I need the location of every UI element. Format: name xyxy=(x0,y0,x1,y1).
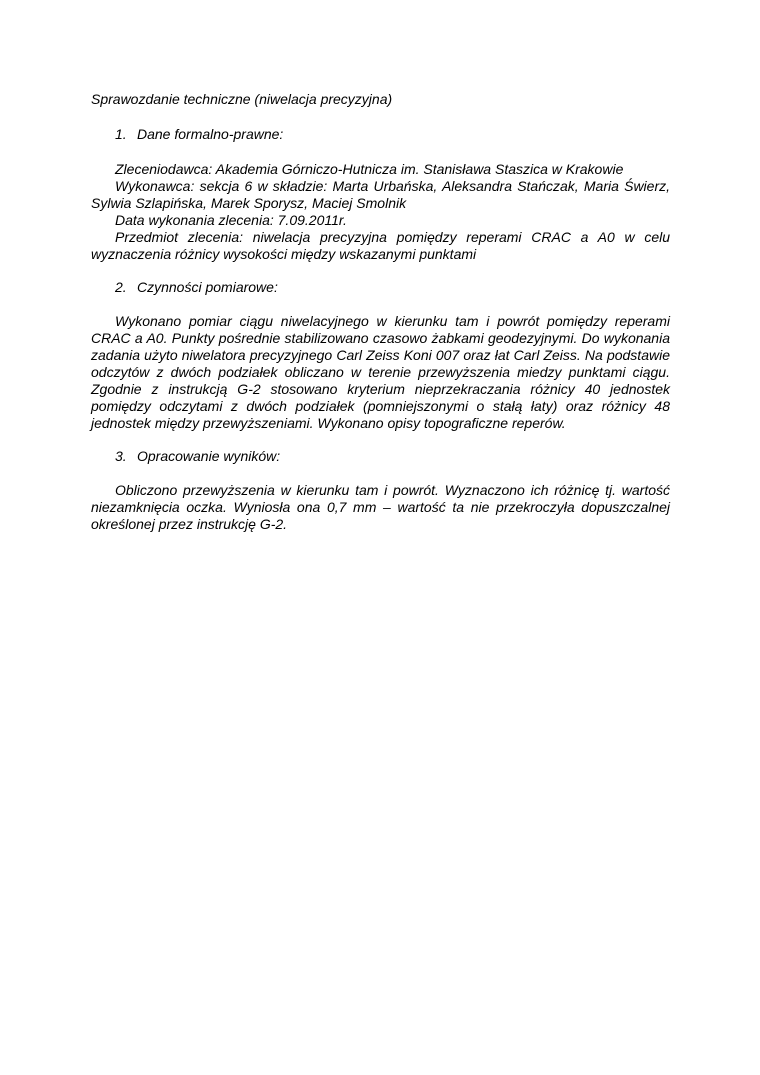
spacer xyxy=(91,143,670,161)
section-heading-3 xyxy=(91,448,670,465)
section-3-paragraph-results: Obliczono przewyższenia w kierunku tam i powrót. Wyznaczono ich różnicę tj. wartość niezamknięcia oczka. Wyniosła ona 0,7 mm – wartość ta nie przekroczyła dopuszczalnej określonej przez instrukcję G-2. xyxy=(91,482,670,532)
section-heading-text: Opracowanie wyników: xyxy=(137,448,281,464)
spacer xyxy=(91,108,670,126)
spacer xyxy=(91,432,670,448)
section-1-paragraph-client: Zleceniodawca: Akademia Górniczo-Hutnicza im. Stanisława Staszica w Krakowie xyxy=(115,161,624,177)
section-heading-text: Czynności pomiarowe: xyxy=(137,279,278,295)
section-number: 3. xyxy=(115,448,127,464)
spacer xyxy=(91,296,670,313)
section-1-paragraph-contractor: Wykonawca: sekcja 6 w składzie: Marta Urbańska, Aleksandra Stańczak, Maria Świerz, Sylwia Szlapińska, Marek Sporysz, Maciej Smolnik xyxy=(91,178,670,211)
section-2-paragraph-measurements: Wykonano pomiar ciągu niwelacyjnego w kierunku tam i powrót pomiędzy reperami CRAC a A0. Punkty pośrednie stabilizowano czasowo żabkami geodezyjnymi. Do wykonania zadania użyto niwelatora precyzyjnego Carl Zeiss Koni 007 oraz łat Carl Zeiss. Na podstawie odczytów z dwóch podziałek obliczano w terenie przewyższenia miedzy punktami ciągu. Zgodnie z instrukcją G-2 stosowano kryterium nieprzekraczania różnicy 40 jednostek pomiędzy odczytami z dwóch podziałek (pomniejszonymi o stałą łaty) oraz różnicy 48 jednostek między przewyższeniami. Wykonano opisy topograficzne reperów. xyxy=(91,313,670,431)
section-heading-1 xyxy=(91,126,670,143)
section-heading-text: Dane formalno-prawne: xyxy=(137,126,284,142)
section-number: 2. xyxy=(115,279,127,295)
section-number: 1. xyxy=(115,126,127,142)
section-1-paragraph-subject: Przedmiot zlecenia: niwelacja precyzyjna pomiędzy reperami CRAC a A0 w celu wyznaczenia różnicy wysokości między wskazanymi punktami xyxy=(91,229,670,262)
spacer xyxy=(91,465,670,482)
section-1-paragraph-date: Data wykonania zlecenia: 7.09.2011r. xyxy=(115,212,347,228)
spacer xyxy=(91,263,670,279)
section-heading-2 xyxy=(91,279,670,296)
document-body xyxy=(91,91,670,533)
document-title: Sprawozdanie techniczne (niwelacja precyzyjna) xyxy=(91,91,393,107)
